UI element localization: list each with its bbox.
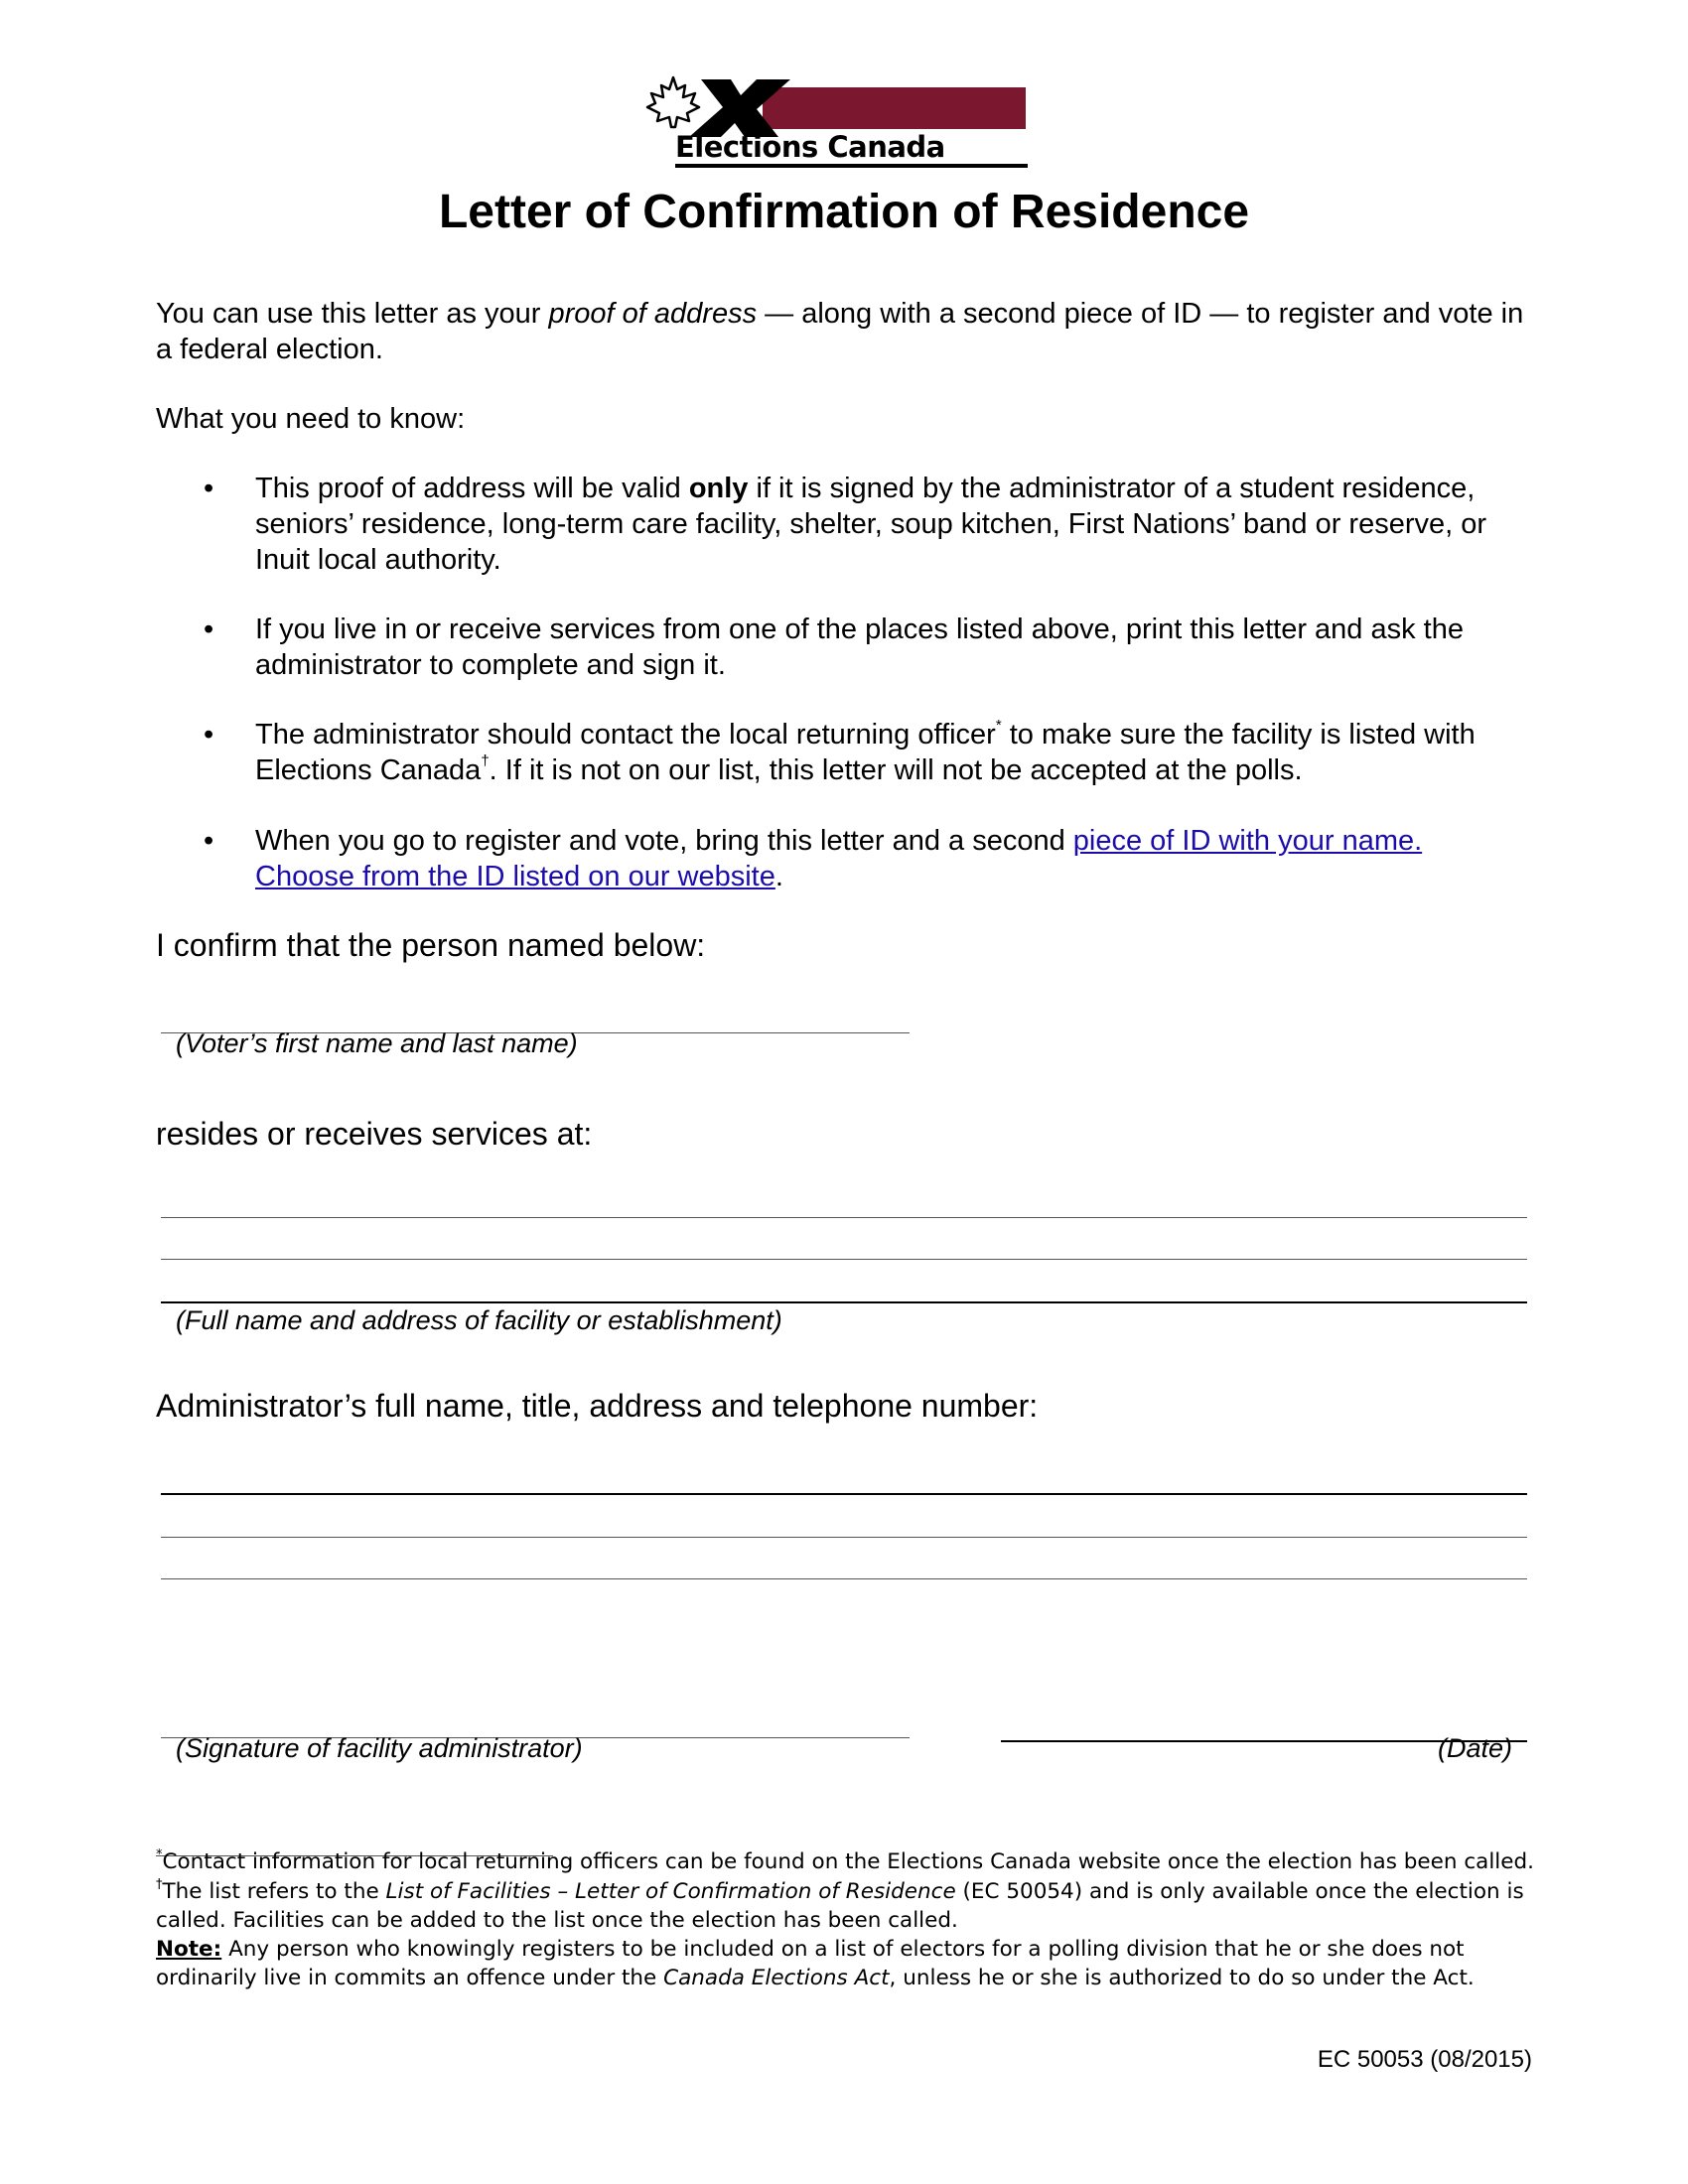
intro-text-end: — along with a second piece of ID — to register and vote in a federal election. [156,298,1524,365]
signature-caption: (Signature of facility administrator) [176,1733,583,1763]
facility-caption: (Full name and address of facility or establishment) [176,1305,782,1335]
footnote-marker: † [156,1877,163,1892]
bullet-symbol: • [204,614,214,645]
need-to-know-heading: What you need to know: [156,403,466,435]
bullet-text: If you live in or receive services from one of the places listed above, print this letter and ask the administrator to complete and sign it. [255,614,1464,681]
administrator-info-line-3[interactable] [161,1578,1527,1579]
document-title: Letter of Confirmation of Residence [438,186,1250,238]
bullet-text [255,471,1526,578]
footnote-text: The list refers to the [162,1879,386,1904]
administrator-info-line-1[interactable] [161,1493,1527,1495]
bullet-text-part: . If it is not on our list, this letter will not be accepted at the polls. [489,754,1303,786]
footnote-marker: * [995,717,1002,734]
note-text: Any person who knowingly registers to be included on a list of electors for a polling division that he or she does not ordinarily live in commits an offence under the [156,1937,1465,1990]
footnote-list-of-facilities [156,1877,1546,1935]
note-italic-act: Canada Elections Act [663,1966,890,1990]
bullet-text-start: This proof of address will be valid [255,473,689,504]
bullet-symbol: • [204,473,214,504]
administrator-heading: Administrator’s full name, title, address and telephone number: [156,1388,1039,1424]
ballot-x-icon [683,79,792,137]
intro-text-start: You can use this letter as your [156,298,549,330]
bullet-text-part: to make sure the facility is listed with Elections Canada [255,719,1476,786]
footnote-italic-title: List of Facilities – Letter of Confirmation of Residence [385,1879,956,1904]
facility-address-line-3[interactable] [161,1301,1527,1303]
date-caption: (Date) [1438,1733,1513,1763]
bullet-bold-word: only [688,473,749,504]
bullet-text-end: . [774,861,783,892]
elections-canada-logo [643,73,1031,169]
note-text: , unless he or she is authorized to do so under the Act. [889,1966,1475,1990]
administrator-info-line-2[interactable] [161,1537,1527,1538]
footnote-text: Contact information for local returning officers can be found on the Elections Canada website once the election has been called. [162,1849,1534,1874]
footnote-returning-officer [156,1847,1546,1876]
footnote-text: (EC 50054) and is only available once the election is called. Facilities can be added to the list once the election has been called. [156,1879,1524,1933]
bullet-text-end: if it is signed by the administrator of a student residence, seniors’ residence, long-term care facility, shelter, soup kitchen, First Nations’ band or reserve, or Inuit local authority. [255,473,1487,576]
intro-emphasis: proof of address [548,298,758,330]
resides-heading: resides or receives services at: [156,1116,593,1152]
bullet-text [255,717,1526,788]
logo-color-bar [763,87,1026,129]
note-label: Note: [156,1937,222,1962]
bullet-text [255,823,1526,894]
bullet-text-start: When you go to register and vote, bring this letter and a second [255,825,1073,857]
footnote-marker: † [481,752,490,769]
confirm-heading: I confirm that the person named below: [156,927,706,963]
facility-address-line-1[interactable] [161,1217,1527,1218]
id-list-link[interactable]: piece of ID with your name. Choose from the ID listed on our website [255,825,1423,892]
form-code: EC 50053 (08/2015) [1317,2046,1532,2073]
logo-wordmark: Elections Canada [675,130,945,164]
legal-note [156,1935,1546,1992]
facility-address-line-2[interactable] [161,1259,1527,1260]
footnote-marker: * [156,1847,163,1862]
voter-name-caption: (Voter’s first name and last name) [176,1028,578,1058]
bullet-symbol: • [204,719,214,751]
bullet-text-part: The administrator should contact the local returning officer [255,719,996,751]
bullet-symbol: • [204,825,214,857]
logo-underline [675,164,1028,168]
intro-paragraph [156,296,1536,367]
